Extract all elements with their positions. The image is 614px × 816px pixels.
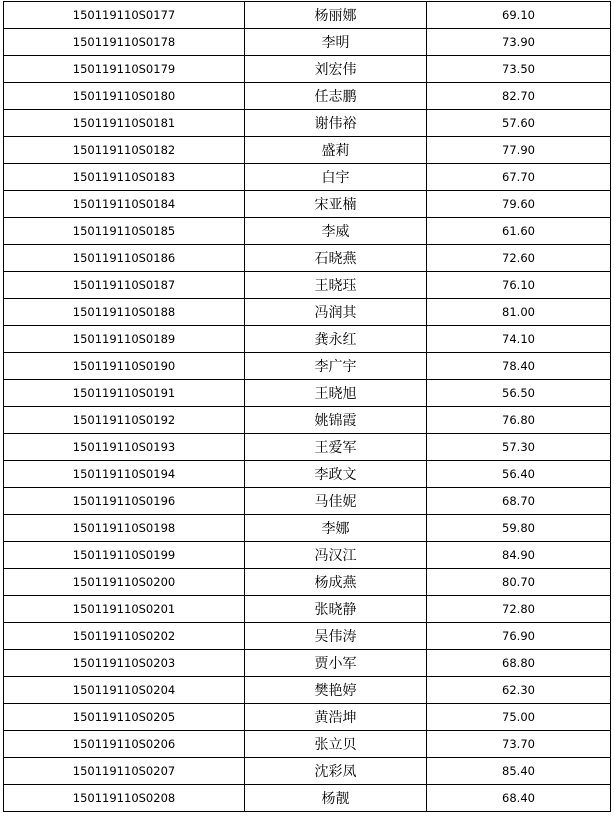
candidate-name-cell: 杨靓 — [245, 785, 427, 812]
table-row — [4, 515, 611, 542]
table-row — [4, 83, 611, 110]
candidate-score-cell: 84.90 — [427, 542, 611, 569]
candidate-score-cell: 72.80 — [427, 596, 611, 623]
candidate-id-cell: 150119110S0189 — [4, 326, 245, 353]
candidate-score-cell: 72.60 — [427, 245, 611, 272]
table-row — [4, 596, 611, 623]
candidate-name-cell: 刘宏伟 — [245, 56, 427, 83]
candidate-score-cell: 85.40 — [427, 758, 611, 785]
candidate-name-cell: 樊艳婷 — [245, 677, 427, 704]
table-row — [4, 731, 611, 758]
candidate-name-cell: 黄浩坤 — [245, 704, 427, 731]
candidate-score-cell: 79.60 — [427, 191, 611, 218]
candidate-name-cell: 王爱军 — [245, 434, 427, 461]
candidate-score-cell: 59.80 — [427, 515, 611, 542]
candidate-id-cell: 150119110S0198 — [4, 515, 245, 542]
table-row — [4, 380, 611, 407]
candidate-id-cell: 150119110S0190 — [4, 353, 245, 380]
candidate-id-cell: 150119110S0187 — [4, 272, 245, 299]
table-row — [4, 407, 611, 434]
table-row — [4, 29, 611, 56]
candidate-id-cell: 150119110S0179 — [4, 56, 245, 83]
candidate-name-cell: 李政文 — [245, 461, 427, 488]
candidate-score-cell: 73.50 — [427, 56, 611, 83]
candidate-id-cell: 150119110S0186 — [4, 245, 245, 272]
candidate-score-cell: 68.40 — [427, 785, 611, 812]
table-row — [4, 272, 611, 299]
candidate-id-cell: 150119110S0204 — [4, 677, 245, 704]
table-row — [4, 542, 611, 569]
candidate-score-cell: 56.40 — [427, 461, 611, 488]
candidate-name-cell: 李娜 — [245, 515, 427, 542]
candidate-name-cell: 沈彩凤 — [245, 758, 427, 785]
candidate-score-cell: 56.50 — [427, 380, 611, 407]
candidate-name-cell: 杨成燕 — [245, 569, 427, 596]
candidate-name-cell: 马佳妮 — [245, 488, 427, 515]
candidate-id-cell: 150119110S0203 — [4, 650, 245, 677]
table-row — [4, 137, 611, 164]
candidate-score-cell: 82.70 — [427, 83, 611, 110]
score-table — [3, 1, 611, 812]
candidate-name-cell: 张立贝 — [245, 731, 427, 758]
candidate-score-cell: 74.10 — [427, 326, 611, 353]
table-row — [4, 245, 611, 272]
candidate-id-cell: 150119110S0192 — [4, 407, 245, 434]
candidate-id-cell: 150119110S0201 — [4, 596, 245, 623]
table-row — [4, 461, 611, 488]
table-row — [4, 677, 611, 704]
table-row — [4, 488, 611, 515]
candidate-id-cell: 150119110S0194 — [4, 461, 245, 488]
table-row — [4, 434, 611, 461]
candidate-name-cell: 李威 — [245, 218, 427, 245]
candidate-id-cell: 150119110S0183 — [4, 164, 245, 191]
candidate-id-cell: 150119110S0191 — [4, 380, 245, 407]
candidate-score-cell: 73.90 — [427, 29, 611, 56]
table-row — [4, 650, 611, 677]
candidate-id-cell: 150119110S0177 — [4, 2, 245, 29]
candidate-id-cell: 150119110S0182 — [4, 137, 245, 164]
table-row — [4, 326, 611, 353]
candidate-name-cell: 李明 — [245, 29, 427, 56]
candidate-name-cell: 姚锦霞 — [245, 407, 427, 434]
candidate-id-cell: 150119110S0200 — [4, 569, 245, 596]
candidate-id-cell: 150119110S0193 — [4, 434, 245, 461]
candidate-id-cell: 150119110S0208 — [4, 785, 245, 812]
candidate-score-cell: 80.70 — [427, 569, 611, 596]
table-row — [4, 164, 611, 191]
candidate-name-cell: 白宇 — [245, 164, 427, 191]
candidate-score-cell: 76.90 — [427, 623, 611, 650]
candidate-name-cell: 谢伟裕 — [245, 110, 427, 137]
candidate-id-cell: 150119110S0196 — [4, 488, 245, 515]
table-row — [4, 56, 611, 83]
candidate-score-cell: 69.10 — [427, 2, 611, 29]
candidate-name-cell: 石晓燕 — [245, 245, 427, 272]
candidate-name-cell: 宋亚楠 — [245, 191, 427, 218]
candidate-id-cell: 150119110S0184 — [4, 191, 245, 218]
candidate-score-cell: 57.30 — [427, 434, 611, 461]
candidate-name-cell: 冯汉江 — [245, 542, 427, 569]
candidate-id-cell: 150119110S0206 — [4, 731, 245, 758]
candidate-id-cell: 150119110S0199 — [4, 542, 245, 569]
candidate-score-cell: 75.00 — [427, 704, 611, 731]
table-row — [4, 353, 611, 380]
candidate-name-cell: 龚永红 — [245, 326, 427, 353]
score-table-body — [4, 2, 611, 812]
candidate-name-cell: 冯润其 — [245, 299, 427, 326]
candidate-name-cell: 盛莉 — [245, 137, 427, 164]
table-row — [4, 623, 611, 650]
candidate-id-cell: 150119110S0205 — [4, 704, 245, 731]
candidate-name-cell: 吴伟涛 — [245, 623, 427, 650]
candidate-score-cell: 76.80 — [427, 407, 611, 434]
candidate-score-cell: 77.90 — [427, 137, 611, 164]
candidate-name-cell: 李广宇 — [245, 353, 427, 380]
candidate-score-cell: 73.70 — [427, 731, 611, 758]
table-row — [4, 2, 611, 29]
table-row — [4, 110, 611, 137]
table-row — [4, 191, 611, 218]
candidate-score-cell: 62.30 — [427, 677, 611, 704]
candidate-id-cell: 150119110S0207 — [4, 758, 245, 785]
candidate-score-cell: 68.70 — [427, 488, 611, 515]
candidate-id-cell: 150119110S0178 — [4, 29, 245, 56]
table-row — [4, 758, 611, 785]
candidate-score-cell: 81.00 — [427, 299, 611, 326]
candidate-score-cell: 78.40 — [427, 353, 611, 380]
candidate-name-cell: 贾小军 — [245, 650, 427, 677]
candidate-id-cell: 150119110S0180 — [4, 83, 245, 110]
table-row — [4, 569, 611, 596]
candidate-id-cell: 150119110S0185 — [4, 218, 245, 245]
candidate-score-cell: 67.70 — [427, 164, 611, 191]
candidate-name-cell: 任志鹏 — [245, 83, 427, 110]
table-row — [4, 299, 611, 326]
candidate-score-cell: 68.80 — [427, 650, 611, 677]
candidate-id-cell: 150119110S0188 — [4, 299, 245, 326]
candidate-id-cell: 150119110S0202 — [4, 623, 245, 650]
candidate-score-cell: 61.60 — [427, 218, 611, 245]
candidate-id-cell: 150119110S0181 — [4, 110, 245, 137]
table-row — [4, 704, 611, 731]
candidate-name-cell: 张晓静 — [245, 596, 427, 623]
candidate-name-cell: 杨丽娜 — [245, 2, 427, 29]
candidate-score-cell: 57.60 — [427, 110, 611, 137]
candidate-name-cell: 王晓珏 — [245, 272, 427, 299]
table-row — [4, 218, 611, 245]
candidate-score-cell: 76.10 — [427, 272, 611, 299]
table-row — [4, 785, 611, 812]
candidate-name-cell: 王晓旭 — [245, 380, 427, 407]
